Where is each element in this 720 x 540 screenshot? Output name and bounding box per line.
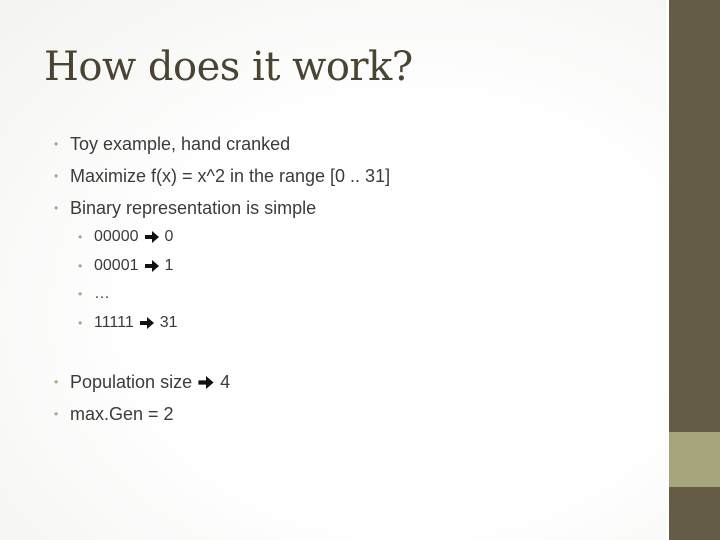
bullet-item <box>54 370 230 394</box>
bullet-text: Toy example, hand cranked <box>70 133 291 154</box>
decimal-value: 31 <box>159 314 178 331</box>
sub-bullet-item <box>78 311 178 335</box>
right-arrow-icon <box>145 260 159 272</box>
sub-bullet-item <box>78 225 173 249</box>
bullet-item <box>54 132 290 156</box>
binary-value: 11111 <box>94 314 134 331</box>
bullet-item <box>54 196 316 220</box>
bullet-text: Maximize f(x) = x^2 in the range [0 .. 31] <box>70 165 391 186</box>
ellipsis-text: … <box>94 285 110 302</box>
bullet-icon: • <box>78 287 83 301</box>
bullet-icon: • <box>54 137 59 151</box>
decimal-value: 0 <box>164 228 174 245</box>
bullet-text: max.Gen = 2 <box>70 403 174 424</box>
population-value: 4 <box>220 371 231 392</box>
decimal-value: 1 <box>164 257 174 274</box>
right-arrow-icon <box>145 231 159 243</box>
bullet-item <box>54 164 390 188</box>
sidebar-accent-block <box>669 432 720 487</box>
bullet-icon: • <box>78 259 83 273</box>
sub-bullet-item <box>78 282 110 306</box>
bullet-item <box>54 402 174 426</box>
sub-bullet-item <box>78 254 173 278</box>
bullet-icon: • <box>54 201 59 215</box>
slide-title: How does it work? <box>44 44 413 90</box>
bullet-icon: • <box>78 316 83 330</box>
right-arrow-icon <box>198 376 214 389</box>
right-arrow-icon <box>140 317 154 329</box>
bullet-icon: • <box>54 407 59 421</box>
bullet-text: Binary representation is simple <box>70 197 317 218</box>
bullet-icon: • <box>78 230 83 244</box>
bullet-icon: • <box>54 375 59 389</box>
binary-value: 00001 <box>94 257 139 274</box>
binary-value: 00000 <box>94 228 139 245</box>
bullet-icon: • <box>54 169 59 183</box>
bullet-text: Population size <box>70 371 193 392</box>
